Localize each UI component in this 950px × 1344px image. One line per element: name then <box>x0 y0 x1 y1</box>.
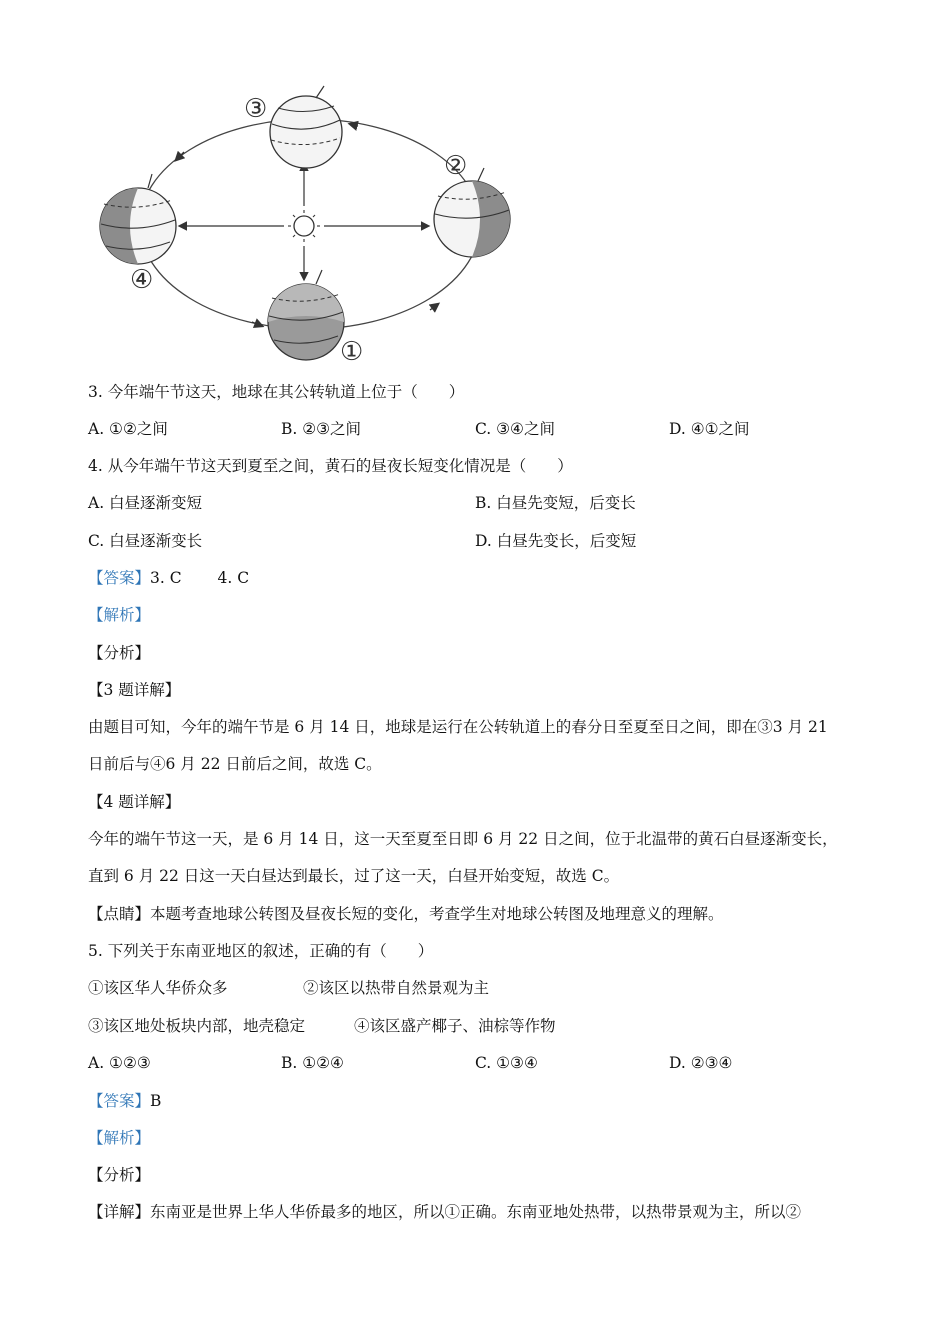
q5-option-a: A. ①②③ <box>88 1054 151 1072</box>
orbit-arrow-icon <box>430 304 438 310</box>
q4-option-d: D. 白昼先变长，后变短 <box>475 532 637 550</box>
answer-line-1 <box>88 568 249 588</box>
detail4-line-2: 直到 6 月 22 日这一天白昼达到最长，过了这一天，白昼开始变短，故选 C。 <box>88 867 620 885</box>
analysis-tag-1: 【解析】 <box>88 606 151 624</box>
q5-statement-1: ①该区华人华侨众多 <box>88 979 228 997</box>
answer-text: 3. C 4. C <box>150 569 250 587</box>
detail3-line-2: 日前后与④6 月 22 日前后之间，故选 C。 <box>88 755 382 773</box>
q4-option-c: C. 白昼逐渐变长 <box>88 532 203 550</box>
answer-tag: 【答案】 <box>88 1092 151 1110</box>
answer-line-2 <box>88 1091 161 1111</box>
q5-option-d: D. ②③④ <box>669 1054 733 1072</box>
earth-position-4 <box>100 174 176 264</box>
dianjing-text: 【点睛】本题考查地球公转图及昼夜长短的变化，考查学生对地球公转图及地理意义的理解。 <box>88 905 724 923</box>
earth-position-2 <box>434 168 510 257</box>
q3-option-d: D. ④①之间 <box>669 420 750 438</box>
orbit-arrow-icon <box>176 152 184 160</box>
q3-option-b: B. ②③之间 <box>281 420 362 438</box>
q5-stem: 5. 下列关于东南亚地区的叙述，正确的有（ ） <box>88 942 434 960</box>
figure-label-2: ② <box>444 151 468 181</box>
q5-statement-3: ③该区地处板块内部，地壳稳定 <box>88 1017 306 1035</box>
figure-label-4: ④ <box>130 265 154 295</box>
orbit-arrow-icon <box>350 124 358 126</box>
sun-icon <box>288 210 320 242</box>
detail4-line-1: 今年的端午节这一天，是 6 月 14 日，这一天至夏至日即 6 月 22 日之间，位于北温带的黄石白昼逐渐变长， <box>88 830 838 848</box>
figure-label-3: ③ <box>244 94 268 124</box>
figure-label-1: ① <box>340 337 364 367</box>
q3-option-c: C. ③④之间 <box>475 420 555 438</box>
detail5-line <box>88 1202 801 1222</box>
detail4-tag: 【4 题详解】 <box>88 793 181 811</box>
q4-option-a: A. 白昼逐渐变短 <box>88 494 203 512</box>
analysis-tag-2: 【解析】 <box>88 1129 151 1147</box>
answer-text: B <box>150 1092 162 1110</box>
q5-statement-2: ②该区以热带自然景观为主 <box>303 979 490 997</box>
q3-stem: 3. 今年端午节这天，地球在其公转轨道上位于（ ） <box>88 383 465 401</box>
q4-option-b: B. 白昼先变短，后变长 <box>475 494 636 512</box>
detail5-tag: 【详解】 <box>88 1203 151 1221</box>
answer-tag: 【答案】 <box>88 569 151 587</box>
earth-position-1 <box>268 270 344 360</box>
detail3-line-1: 由题目可知，今年的端午节是 6 月 14 日，地球是运行在公转轨道上的春分日至夏至日之间，即在③3 月 21 <box>88 718 828 736</box>
detail3-tag: 【3 题详解】 <box>88 681 181 699</box>
q5-option-b: B. ①②④ <box>281 1054 344 1072</box>
q4-stem: 4. 从今年端午节这天到夏至之间，黄石的昼夜长短变化情况是（ ） <box>88 457 573 475</box>
earth-position-3 <box>270 86 342 168</box>
fenxi-tag-2: 【分析】 <box>88 1166 151 1184</box>
earth-orbit-diagram <box>88 84 528 369</box>
detail5-text: 东南亚是世界上华人华侨最多的地区，所以①正确。东南亚地处热带，以热带景观为主，所以② <box>150 1203 802 1221</box>
q3-option-a: A. ①②之间 <box>88 420 168 438</box>
q5-statement-4: ④该区盛产椰子、油棕等作物 <box>354 1017 556 1035</box>
fenxi-tag-1: 【分析】 <box>88 644 151 662</box>
q5-option-c: C. ①③④ <box>475 1054 538 1072</box>
